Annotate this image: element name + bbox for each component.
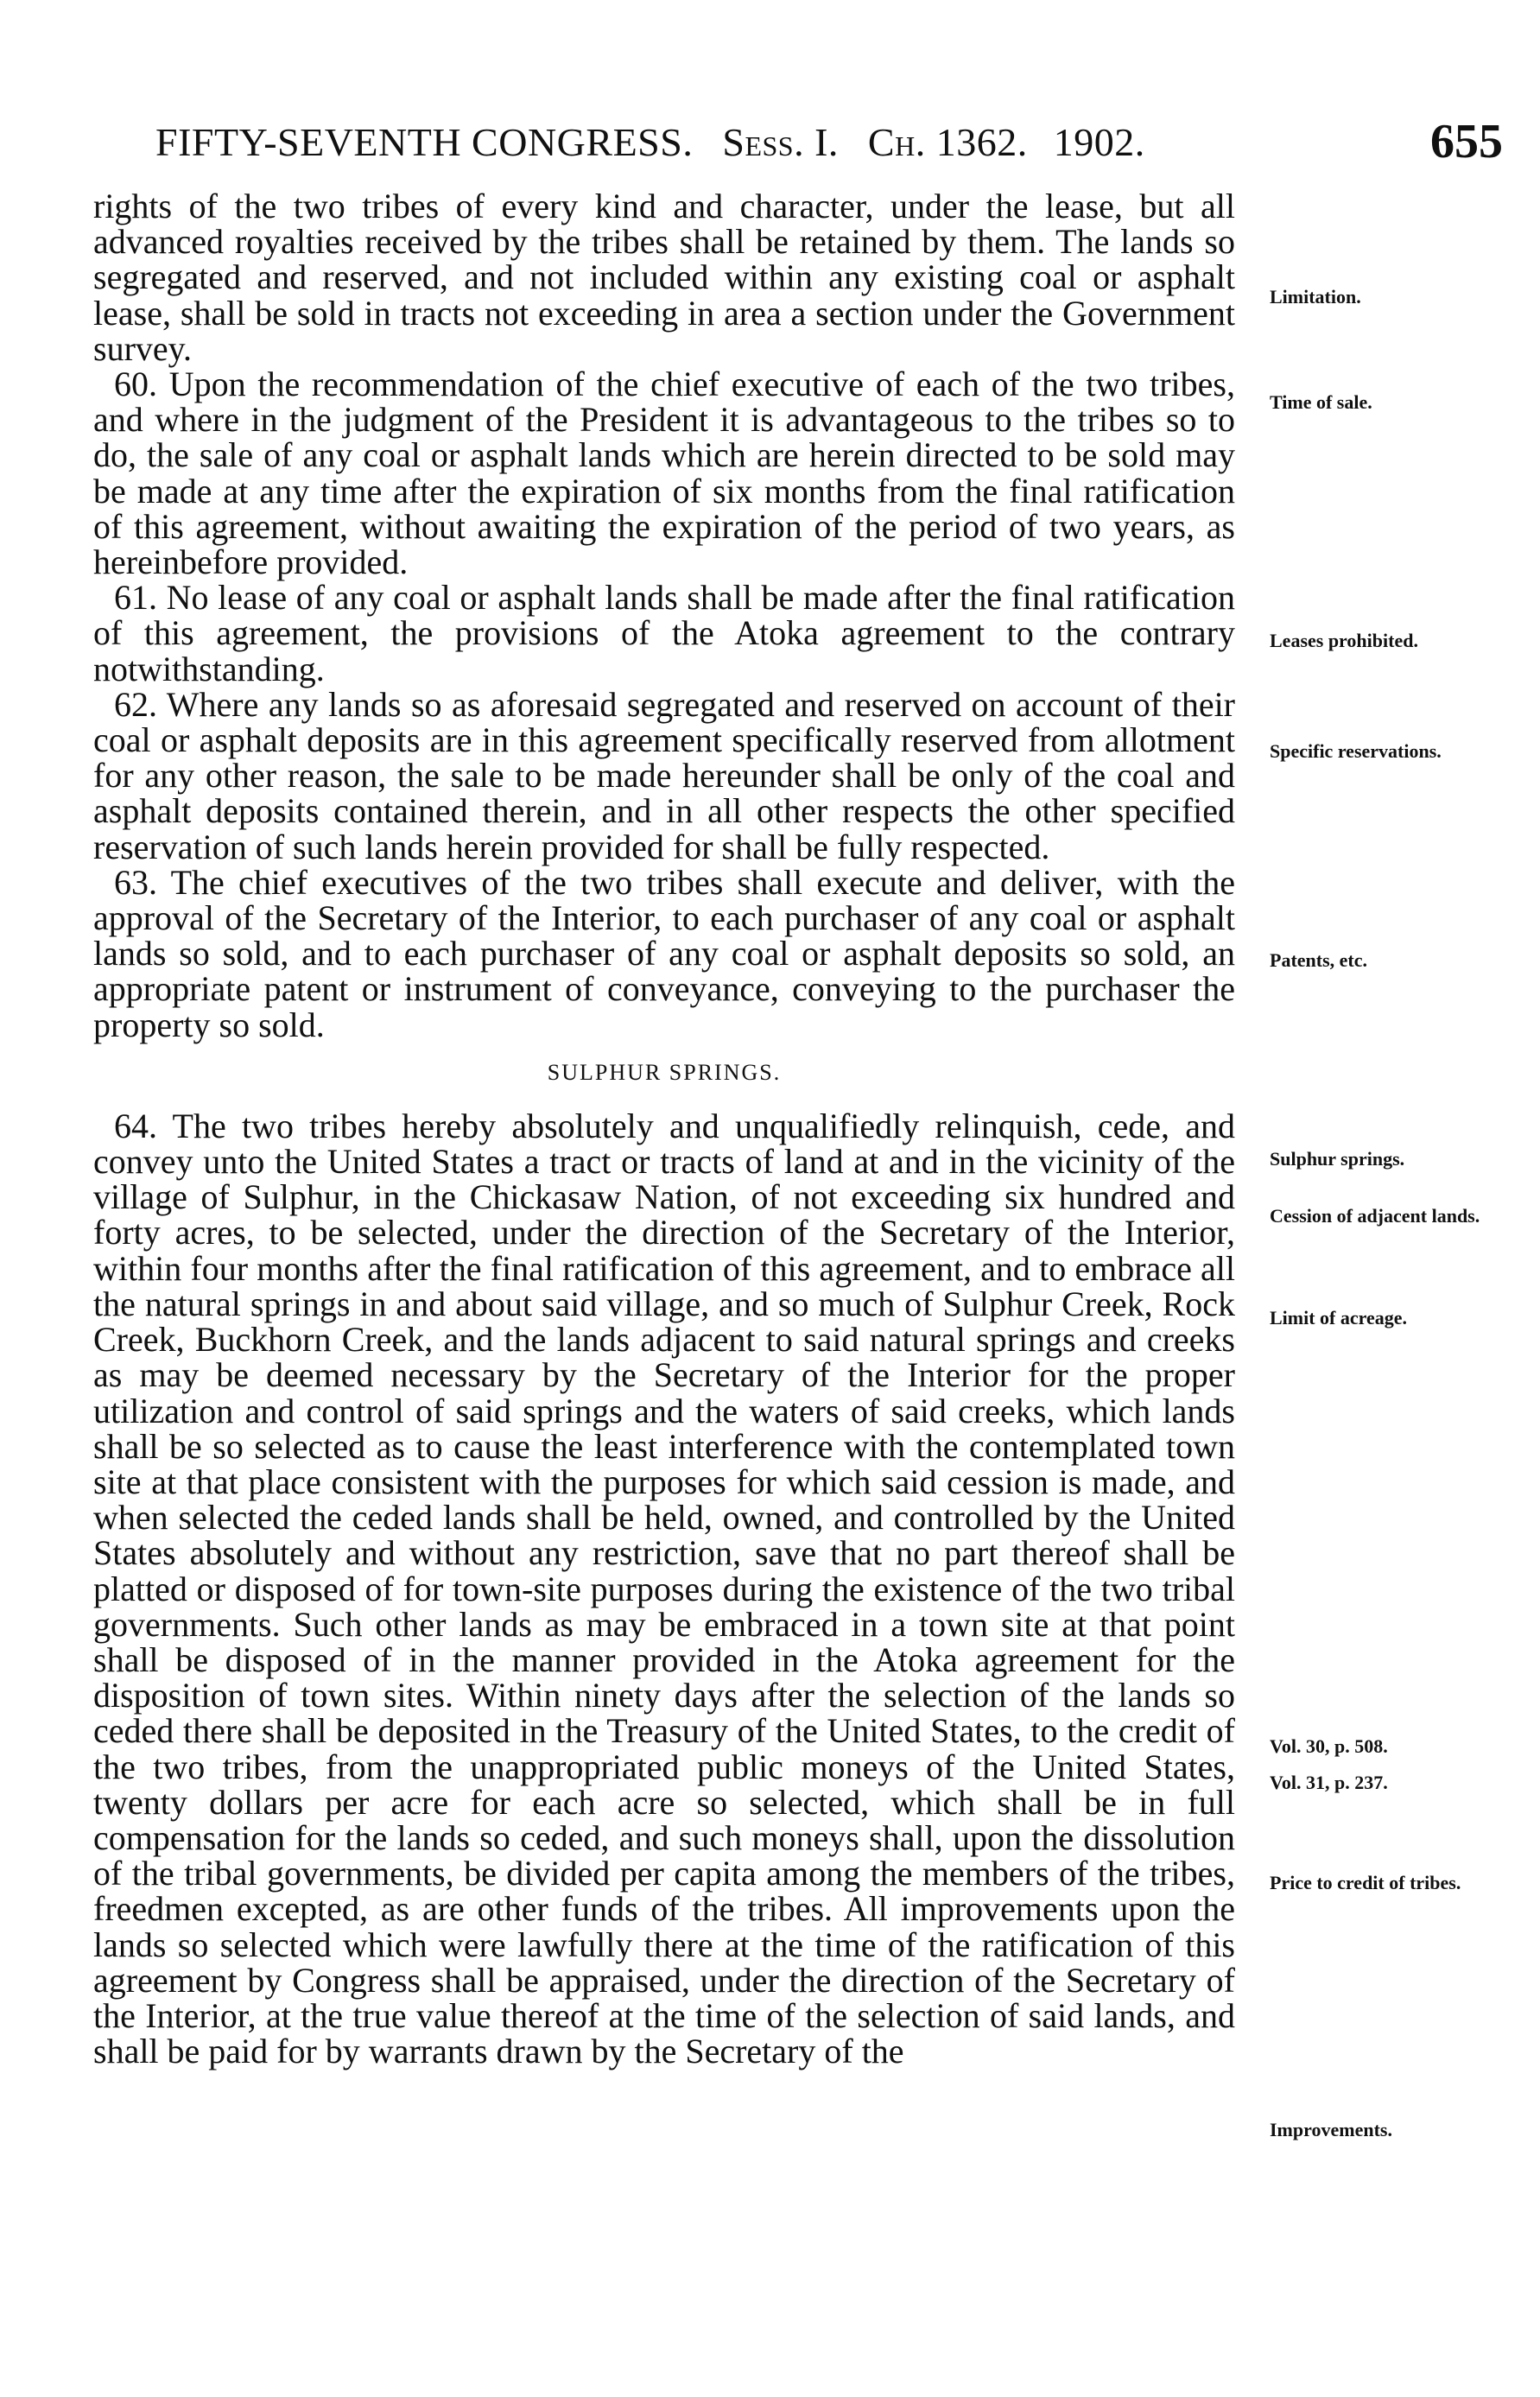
margin-note-improvements: Improvements. — [1270, 2119, 1392, 2140]
margin-note-specific-reservations: Specific reservations. — [1270, 740, 1442, 762]
margin-note-time-of-sale: Time of sale. — [1270, 391, 1372, 413]
paragraph-61: 61. No lease of any coal or asphalt lands shall be made after the final ratification of this agreement, the provisions of the Atoka agreement to the contrary notwithstanding. — [93, 578, 1235, 688]
paragraph-63: 63. The chief executives of the two tribes shall execute and deliver, with the approval of the Secretary of the Interior, to each purchaser of any coal or asphalt lands so sold, and to each purchaser of any coal or asphalt deposits so sold, an appropriate patent or instrument of conveyance, conveying to the purchaser the property so sold. — [93, 862, 1235, 1044]
running-head — [155, 115, 1503, 171]
page-number: 655 — [1430, 115, 1503, 168]
margin-note-limit-acreage: Limit of acreage. — [1270, 1307, 1408, 1328]
session-label: Sess. I. — [722, 120, 839, 164]
congress-title: FIFTY-SEVENTH CONGRESS. — [155, 120, 694, 164]
margin-note-vol30: Vol. 30, p. 508. — [1270, 1735, 1388, 1757]
margin-note-sulphur-springs: Sulphur springs. — [1270, 1148, 1405, 1170]
body-text — [93, 188, 1235, 2069]
running-head-title — [155, 119, 1145, 165]
margin-note-limitation: Limitation. — [1270, 286, 1361, 308]
section-heading: SULPHUR SPRINGS. — [547, 1059, 782, 1085]
margin-note-price-credit: Price to credit of tribes. — [1270, 1872, 1461, 1893]
paragraph-64: 64. The two tribes hereby absolutely and unqualifiedly relinquish, cede, and convey unto the United States a tract or tracts of land at and in the vicinity of the village of Sulphur, in the Chickasaw Nation, of not exceeding six hundred and forty acres, to be selected, under the direction of the Secretary of the Interior, within four months after the final ratification of this agreement, and to embrace all the natural springs in and about said village, and so much of Sulphur Creek, Rock Creek, Buckhorn Creek, and the lands adjacent to said natural springs and creeks as may be deemed necessary by the Secretary of the Interior for the proper utilization and control of said springs and the waters of said creeks, which lands shall be so selected as to cause the least interference with the contemplated town site at that place consistent with the purposes for which said cession is made, and when selected the ceded lands shall be held, owned, and controlled by the United States absolutely and without any restriction, save that no part thereof shall be platted or disposed of for town-site purposes during the existence of the two tribal governments. Such other lands as may be embraced in a town site at that point shall be disposed of in the manner provided in the Atoka agreement for the disposition of town sites. Within ninety days after the selection of the lands so ceded there shall be deposited in the Treasury of the United States, to the credit of the two tribes, from the unappropriated public moneys of the United States, twenty dollars per acre for each acre so selected, which shall be in full compensation for the lands so ceded, and such moneys shall, upon the dissolution of the tribal governments, be divided per capita among the members of the tribes, freedmen excepted, as are other funds of the tribes. All improvements upon the lands so selected which were lawfully there at the time of the ratification of this agreement by Congress shall be appraised, under the direction of the Secretary of the Interior, at the true value thereof at the time of the selection of said lands, and shall be paid for by warrants drawn by the Secretary of the — [93, 1106, 1235, 2071]
paragraph-60: 60. Upon the recommendation of the chief executive of each of the two tribes, and where in the judgment of the President it is advantageous to the tribes so to do, the sale of any coal or asphalt lands which are herein directed to be sold may be made at any time after the expiration of six months from the final ratification of this agreement, without awaiting the expiration of the period of two years, as hereinbefore provided. — [93, 365, 1235, 582]
year-label: 1902. — [1053, 120, 1145, 164]
paragraph-62: 62. Where any lands so as aforesaid segregated and reserved on account of their coal or asphalt deposits are in this agreement specifically reserved from allotment for any other reason, the sale to be made hereunder shall be only of the coal and asphalt deposits contained therein, and in all other respects the other specified reservation of such lands herein provided for shall be fully respected. — [93, 684, 1235, 866]
margin-note-leases-prohibited: Leases prohibited. — [1270, 630, 1418, 651]
chapter-label: Ch. 1362. — [867, 120, 1028, 164]
paragraph-continued: rights of the two tribes of every kind and character, under the lease, but all advanced royalties received by the tribes shall be retained by them. The lands so segregated and reserved, and not included within any existing coal or asphalt lease, shall be sold in tracts not exceeding in area a section under the Government survey. — [93, 187, 1235, 368]
margin-note-patents: Patents, etc. — [1270, 949, 1368, 971]
margin-note-cession: Cession of adjacent lands. — [1270, 1205, 1480, 1227]
margin-note-vol31: Vol. 31, p. 237. — [1270, 1772, 1388, 1793]
